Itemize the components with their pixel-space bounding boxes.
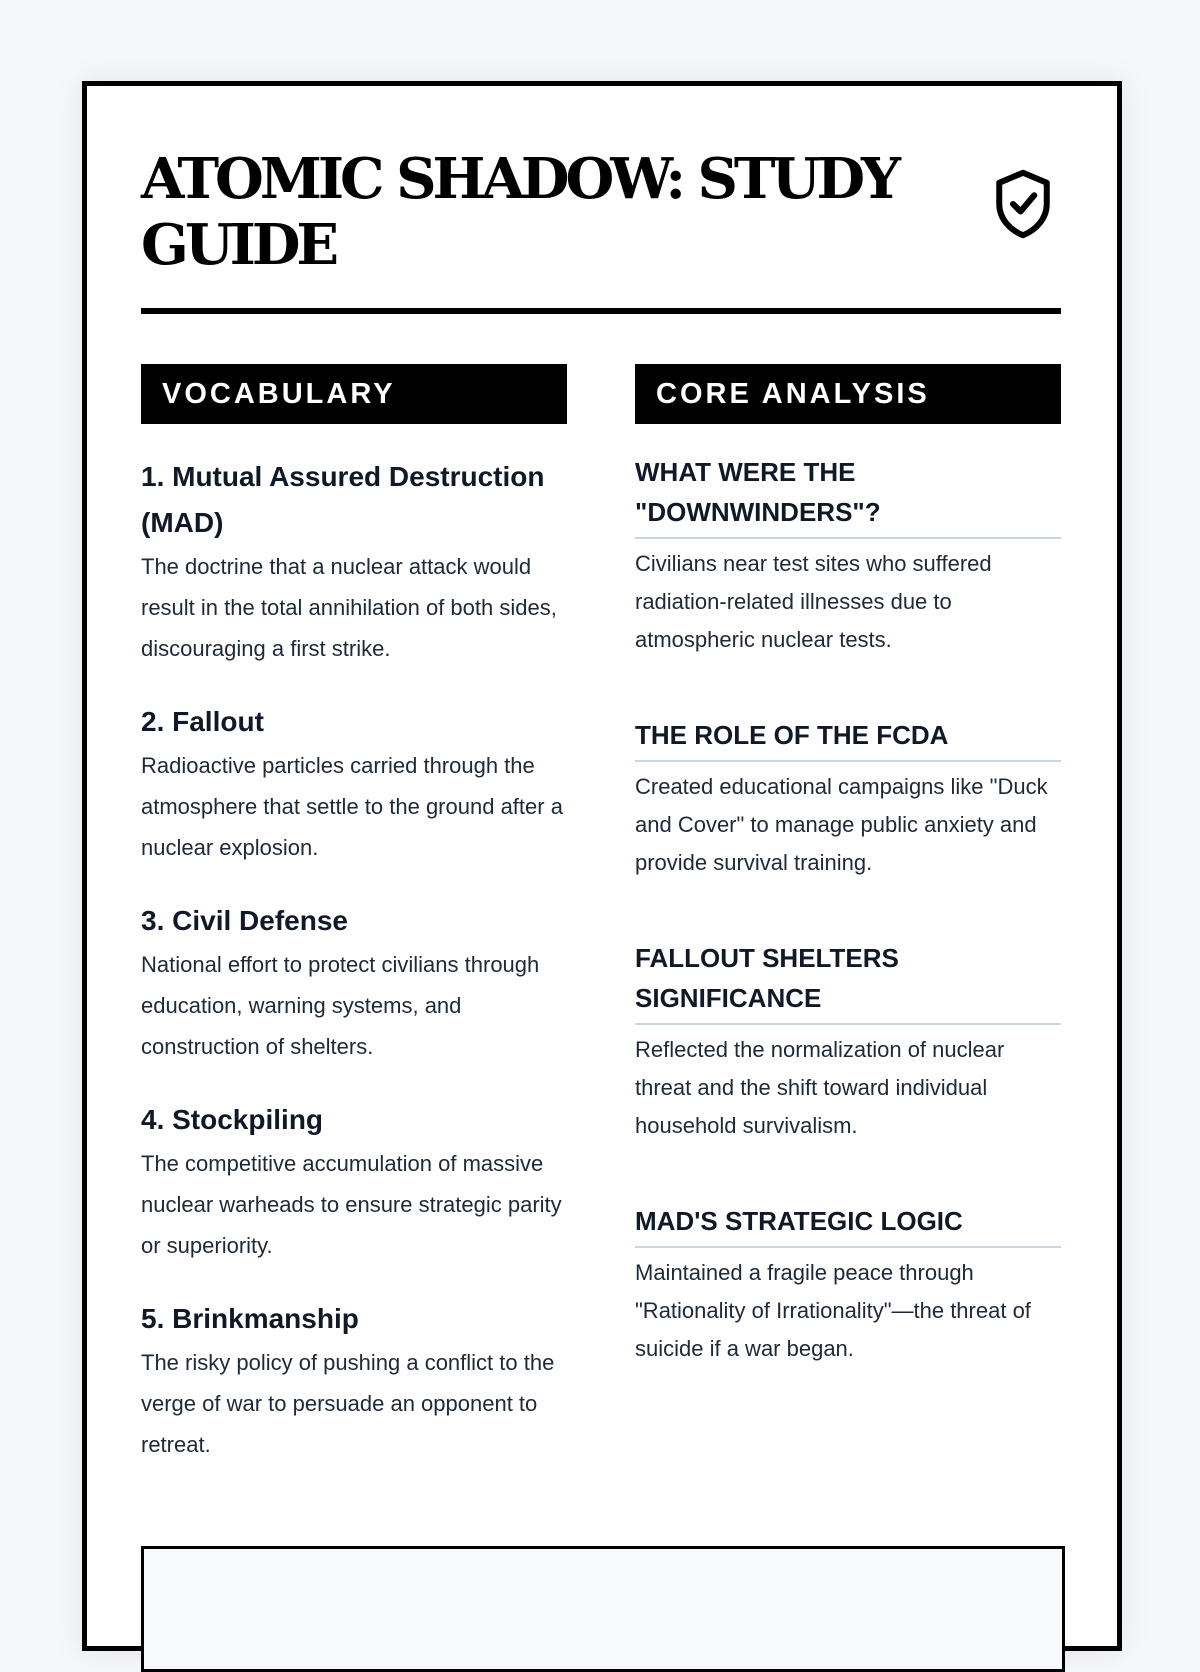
vocab-term: 5. Brinkmanship — [141, 1303, 359, 1334]
vocab-term: 3. Civil Defense — [141, 905, 348, 936]
vocab-definition: The risky policy of pushing a conflict to the verge of war to persuade an opponent to retreat. — [141, 1350, 555, 1457]
vocab-term: 1. Mutual Assured Destruction (MAD) — [141, 461, 545, 538]
vocab-definition: National effort to protect civilians through education, warning systems, and construction of shelters. — [141, 952, 540, 1059]
vocab-definition: The competitive accumulation of massive nuclear warheads to ensure strategic parity or superiority. — [141, 1151, 562, 1258]
analysis-item — [635, 938, 1061, 1145]
vocab-definition: The doctrine that a nuclear attack would result in the total annihilation of both sides, discouraging a first strike. — [141, 554, 557, 661]
vocab-item — [141, 699, 567, 868]
vocabulary-section — [141, 364, 567, 1465]
vocab-item — [141, 1296, 567, 1465]
analysis-item — [635, 1201, 1061, 1368]
header — [141, 146, 1061, 314]
vocab-term: 4. Stockpiling — [141, 1104, 324, 1135]
core-analysis-heading: CORE ANALYSIS — [635, 364, 1061, 424]
analysis-answer: Maintained a fragile peace through "Rationality of Irrationality"—the threat of suicide if a war began. — [635, 1260, 1031, 1361]
study-guide-card — [82, 81, 1122, 1651]
analysis-answer: Created educational campaigns like "Duck and Cover" to manage public anxiety and provide survival training. — [635, 774, 1048, 875]
page-title: ATOMIC SHADOW: STUDY GUIDE — [141, 146, 897, 278]
analysis-answer: Reflected the normalization of nuclear threat and the shift toward individual household survivalism. — [635, 1037, 1005, 1138]
core-analysis-section — [635, 364, 1061, 1424]
vocab-term: 2. Fallout — [141, 706, 264, 737]
analysis-item — [635, 452, 1061, 659]
analysis-item — [635, 715, 1061, 882]
vocabulary-heading: VOCABULARY — [141, 364, 567, 424]
vocab-definition: Radioactive particles carried through the atmosphere that settle to the ground after a nuclear explosion. — [141, 753, 563, 860]
vocab-item — [141, 898, 567, 1067]
analysis-question: THE ROLE OF THE FCDA — [635, 715, 1061, 762]
analysis-question: MAD'S STRATEGIC LOGIC — [635, 1201, 1061, 1248]
shield-check-icon — [993, 168, 1053, 240]
analysis-question: WHAT WERE THE "DOWNWINDERS"? — [635, 452, 1061, 539]
analysis-question: FALLOUT SHELTERS SIGNIFICANCE — [635, 938, 1061, 1025]
vocab-item — [141, 454, 567, 669]
vocab-item — [141, 1097, 567, 1266]
analysis-answer: Civilians near test sites who suffered radiation-related illnesses due to atmospheric nuclear tests. — [635, 551, 992, 652]
bottom-panel — [141, 1546, 1065, 1672]
